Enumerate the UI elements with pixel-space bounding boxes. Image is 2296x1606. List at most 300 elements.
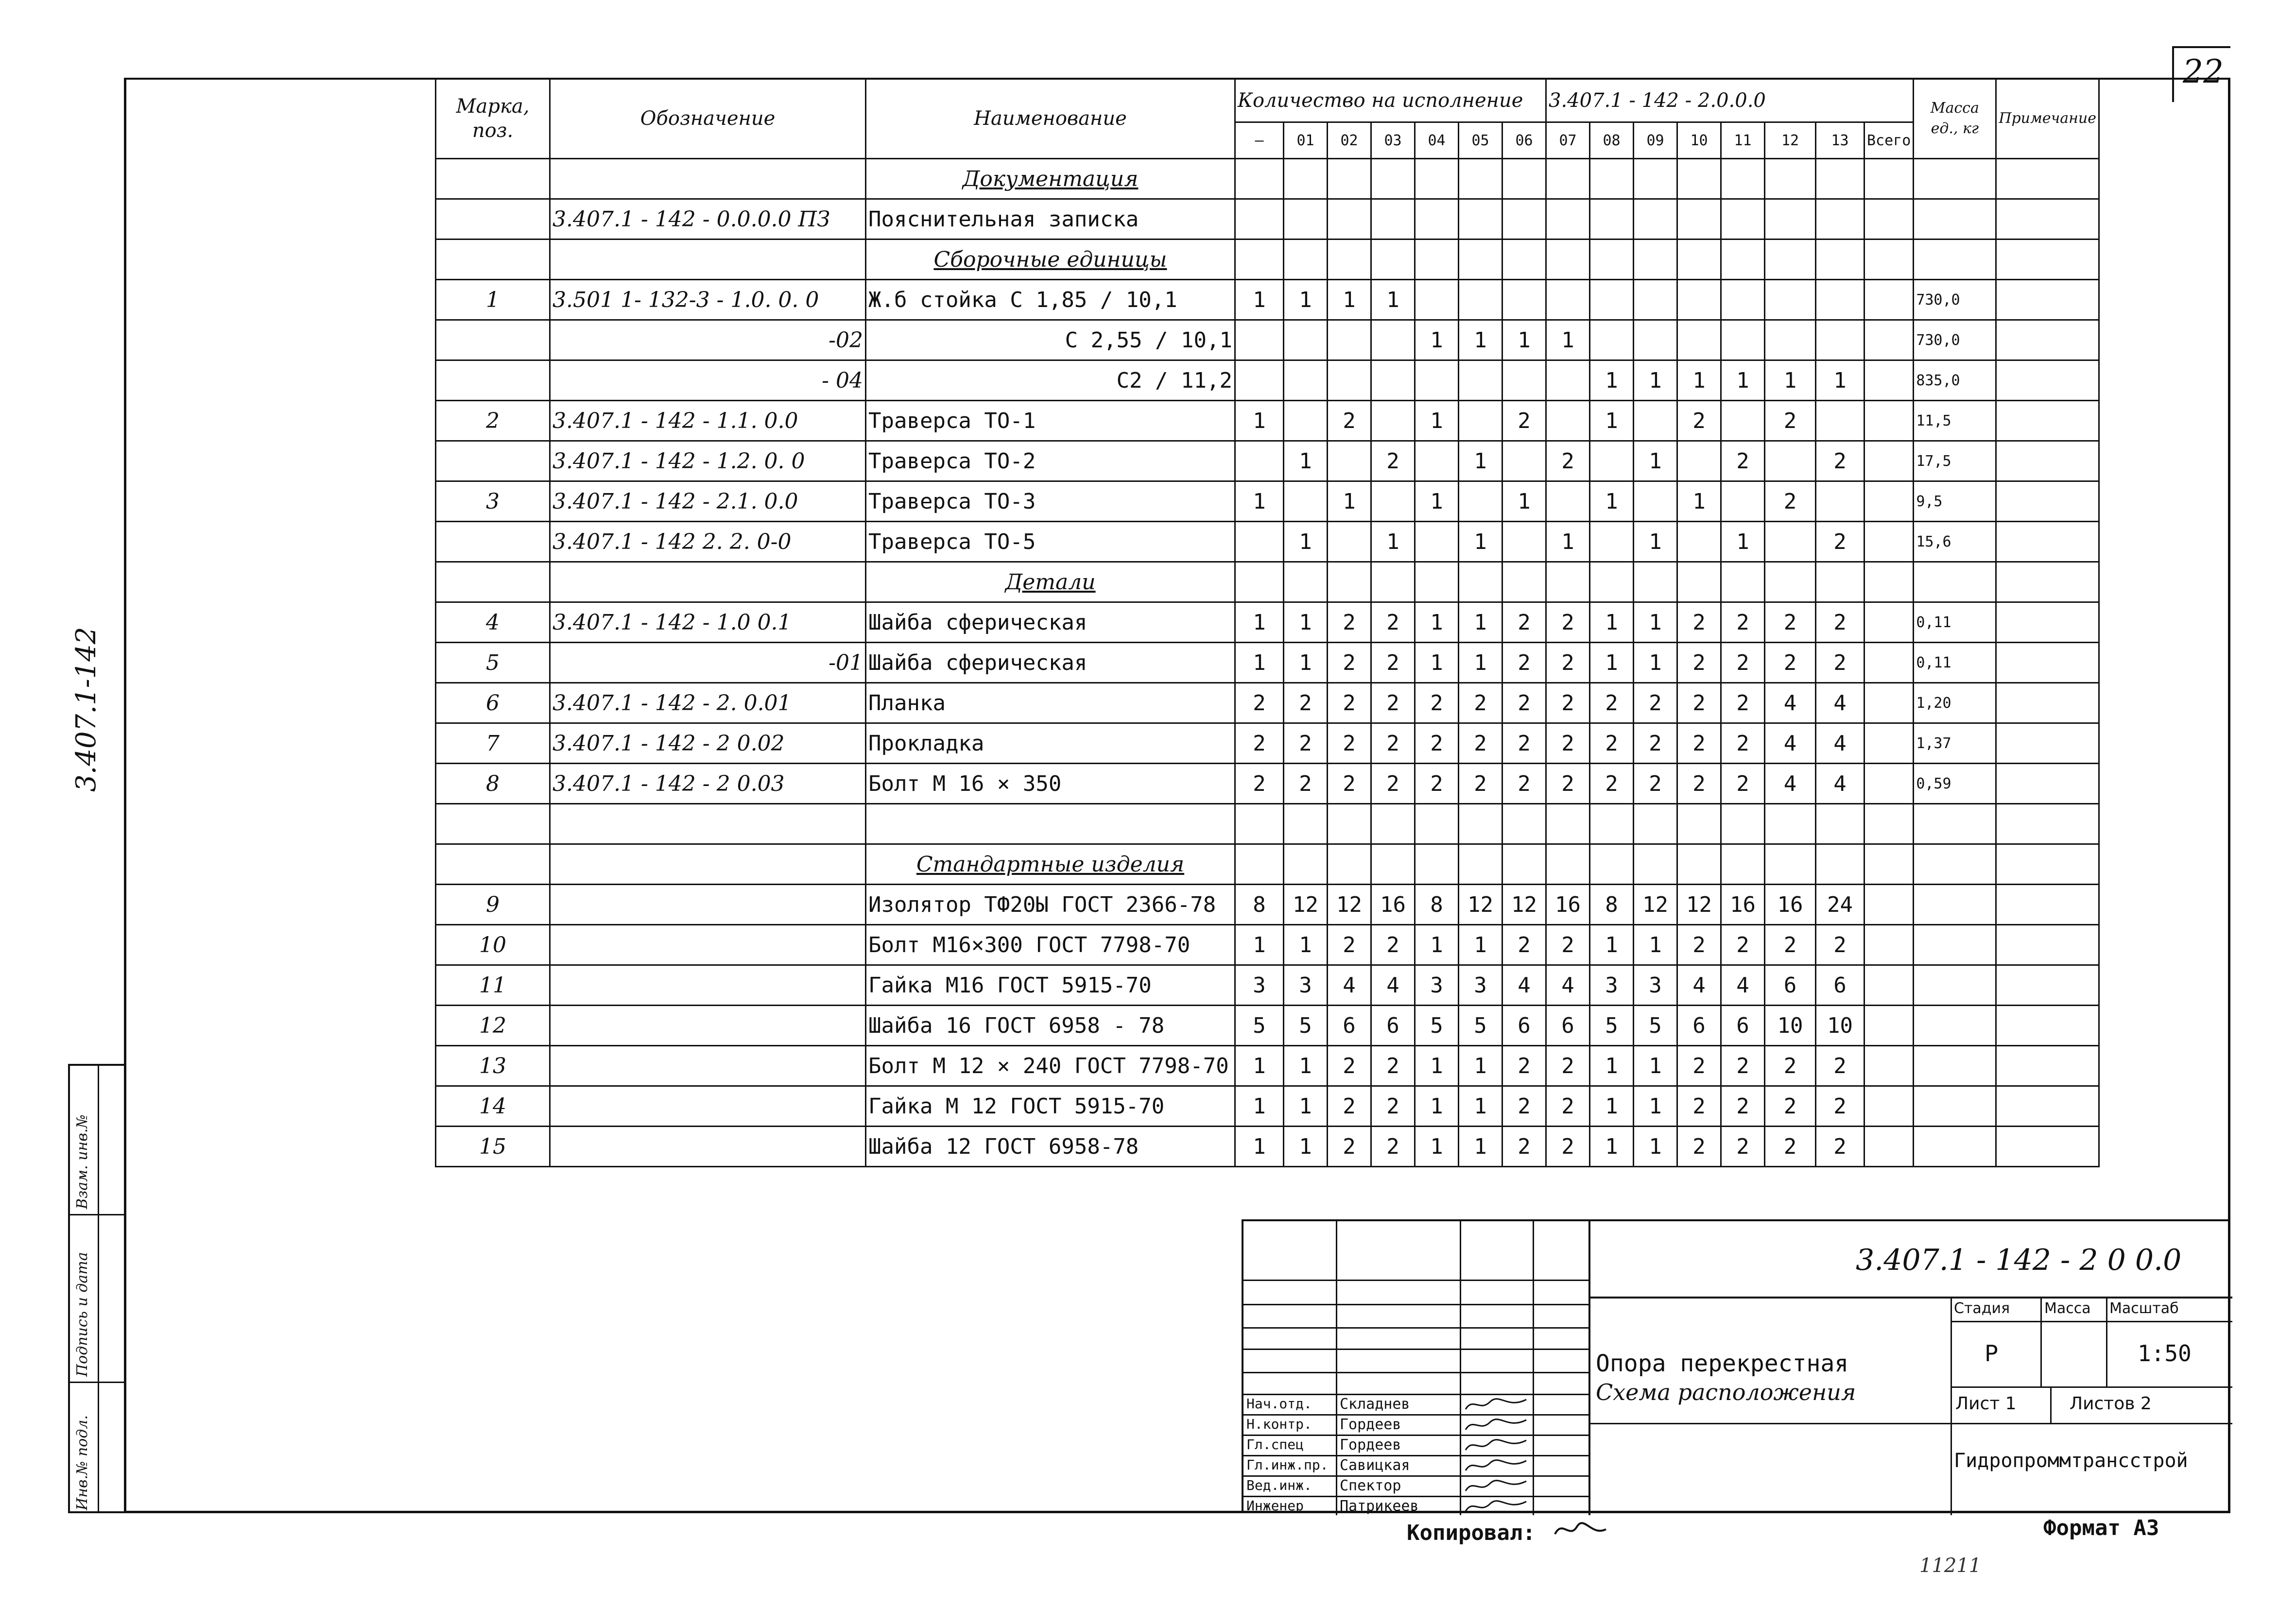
mass-cell [1914,1046,1996,1086]
qty-cell: 3 [1634,965,1677,1006]
qty-cell [1765,199,1816,239]
sheet-number-box [2172,46,2230,102]
qty-cell: 6 [1371,1006,1415,1046]
qty-cell: 1 [1371,280,1415,320]
qty-cell: 1 [1459,1046,1502,1086]
qty-cell: 8 [1415,885,1459,925]
qty-cell: 2 [1328,683,1371,723]
qty-cell: 1 [1765,360,1816,401]
table-row [436,239,2099,280]
empty-cell [1765,239,1816,280]
signer-name: Гордеев [1340,1416,1401,1433]
specification-table [435,78,2100,1167]
qty-cell [1677,199,1721,239]
header-variant: 13 [1816,122,1864,159]
qty-cell: 2 [1371,1086,1415,1127]
qty-cell: 1 [1634,602,1677,643]
qty-cell: 3 [1284,965,1328,1006]
qty-cell [1415,522,1459,562]
qty-cell: 2 [1371,925,1415,965]
qty-cell: 2 [1235,683,1284,723]
empty-cell [1371,159,1415,199]
qty-cell: 1 [1459,441,1502,481]
qty-cell [1816,280,1864,320]
qty-cell: 3 [1235,965,1284,1006]
table-row [436,1006,2099,1046]
qty-cell: 10 [1816,1006,1864,1046]
qty-cell: 2 [1765,925,1816,965]
signature-mark [1463,1497,1531,1516]
designation-cell [550,965,866,1006]
qty-cell: 1 [1459,320,1502,360]
qty-cell: 1 [1235,602,1284,643]
name-cell: Болт М 12 × 240 ГОСТ 7798-70 [866,1046,1235,1086]
table-row [436,562,2099,602]
total-cell [1864,723,1914,764]
qty-cell [1816,199,1864,239]
qty-cell [1371,481,1415,522]
qty-cell [1415,441,1459,481]
table-row [436,965,2099,1006]
qty-cell [1328,360,1371,401]
table-row [436,360,2099,401]
qty-cell: 1 [1415,320,1459,360]
header-variant: 01 [1284,122,1328,159]
qty-cell: 2 [1371,441,1415,481]
qty-cell [1765,441,1816,481]
empty-cell [1634,804,1677,844]
qty-cell: 5 [1590,1006,1634,1046]
empty-cell [1765,844,1816,885]
note-cell [1996,360,2099,401]
qty-cell: 4 [1816,683,1864,723]
qty-cell [1459,481,1502,522]
empty-cell [1459,159,1502,199]
qty-cell: 1 [1677,360,1721,401]
empty-cell [1677,844,1721,885]
bottom-number: 11211 [1919,1555,1982,1577]
qty-cell: 16 [1546,885,1590,925]
name-cell: Гайка М 12 ГОСТ 5915-70 [866,1086,1235,1127]
mark-cell [436,844,550,885]
qty-cell [1765,522,1816,562]
qty-cell [1590,320,1634,360]
note-cell [1996,764,2099,804]
qty-cell: 2 [1546,1086,1590,1127]
qty-cell [1721,401,1765,441]
qty-cell: 1 [1235,1046,1284,1086]
empty-cell [1415,804,1459,844]
mark-cell: 7 [436,723,550,764]
qty-cell: 5 [1459,1006,1502,1046]
empty-cell [1502,844,1546,885]
qty-cell: 1 [1371,522,1415,562]
qty-cell: 2 [1502,925,1546,965]
side-stamp-signature: Подпись и дата [74,1252,91,1377]
qty-cell: 2 [1677,1086,1721,1127]
designation-cell: - 04 [550,360,866,401]
qty-cell: 2 [1677,723,1721,764]
signer-name: Савицкая [1340,1457,1410,1474]
empty-cell [1914,844,1996,885]
qty-cell: 2 [1328,764,1371,804]
signature-mark [1463,1476,1531,1496]
qty-cell: 1 [1721,522,1765,562]
empty-cell [1371,239,1415,280]
sheet-number: 22 [2183,53,2224,90]
total-cell [1864,1086,1914,1127]
mass-cell [1914,1086,1996,1127]
note-cell [1996,602,2099,643]
copied-label: Копировал: [1407,1521,1536,1545]
qty-cell: 2 [1546,1046,1590,1086]
qty-cell: 2 [1235,723,1284,764]
qty-cell: 2 [1546,441,1590,481]
empty-cell [1328,239,1371,280]
qty-cell: 1 [1415,602,1459,643]
qty-cell [1284,360,1328,401]
note-cell [1996,522,2099,562]
qty-cell: 6 [1677,1006,1721,1046]
mark-cell [436,320,550,360]
qty-cell: 2 [1502,1046,1546,1086]
qty-cell [1371,360,1415,401]
qty-cell [1765,280,1816,320]
qty-cell: 2 [1677,602,1721,643]
note-cell [1996,885,2099,925]
qty-cell: 2 [1371,683,1415,723]
mark-cell [436,239,550,280]
table-row [436,280,2099,320]
qty-cell: 2 [1284,723,1328,764]
table-row [436,764,2099,804]
empty-cell [1371,562,1415,602]
qty-cell: 2 [1765,1086,1816,1127]
signer-role: Н.контр. [1246,1416,1312,1432]
qty-cell: 1 [1634,441,1677,481]
qty-cell: 1 [1415,401,1459,441]
header-variant: 12 [1765,122,1816,159]
qty-cell: 1 [1284,280,1328,320]
qty-cell: 2 [1371,1127,1415,1167]
empty-cell [1371,844,1415,885]
name-cell: Прокладка [866,723,1235,764]
total-cell [1864,481,1914,522]
qty-cell: 1 [1284,925,1328,965]
qty-cell [1459,280,1502,320]
qty-cell [1546,280,1590,320]
qty-cell: 24 [1816,885,1864,925]
name-cell: Болт М 16 × 350 [866,764,1235,804]
qty-cell: 5 [1284,1006,1328,1046]
qty-cell: 2 [1328,401,1371,441]
qty-cell [1502,441,1546,481]
qty-cell: 1 [1459,925,1502,965]
qty-cell: 1 [1328,481,1371,522]
qty-cell [1546,199,1590,239]
qty-cell: 2 [1371,602,1415,643]
signer-role: Инженер [1246,1498,1304,1514]
qty-cell: 1 [1459,1086,1502,1127]
qty-cell: 1 [1459,602,1502,643]
name-cell: С2 / 11,2 [866,360,1235,401]
name-cell: Изолятор ТФ20Ы ГОСТ 2366-78 [866,885,1235,925]
qty-cell: 2 [1459,764,1502,804]
qty-cell: 2 [1816,1086,1864,1127]
name-cell: Траверса ТО-1 [866,401,1235,441]
table-row [436,925,2099,965]
empty-cell [1415,562,1459,602]
qty-cell [1546,401,1590,441]
qty-cell: 1 [1721,360,1765,401]
empty-cell [1914,239,1996,280]
qty-cell: 2 [1765,643,1816,683]
qty-cell: 8 [1235,885,1284,925]
mass-cell: 17,5 [1914,441,1996,481]
qty-cell: 16 [1721,885,1765,925]
empty-cell [1235,844,1284,885]
qty-cell: 1 [1590,643,1634,683]
qty-cell [1816,481,1864,522]
qty-cell [1546,360,1590,401]
qty-cell: 8 [1590,885,1634,925]
qty-cell: 1 [1235,925,1284,965]
empty-cell [1816,844,1864,885]
qty-cell [1546,481,1590,522]
qty-cell: 2 [1816,1127,1864,1167]
designation-cell [550,844,866,885]
name-cell: Траверса ТО-2 [866,441,1235,481]
note-cell [1996,401,2099,441]
header-variant: 10 [1677,122,1721,159]
qty-cell: 2 [1459,723,1502,764]
mark-cell [436,562,550,602]
total-cell [1864,1127,1914,1167]
empty-cell [1459,562,1502,602]
total-cell [1864,1046,1914,1086]
qty-cell: 2 [1284,683,1328,723]
qty-cell: 1 [1546,320,1590,360]
qty-cell: 1 [1284,1127,1328,1167]
signature-mark [1463,1435,1531,1455]
qty-cell [1284,320,1328,360]
qty-cell [1459,199,1502,239]
qty-cell: 1 [1677,481,1721,522]
qty-cell: 2 [1502,723,1546,764]
table-row [436,441,2099,481]
mark-cell: 11 [436,965,550,1006]
sheet-label: Лист 1 [1955,1394,2017,1414]
qty-cell: 2 [1502,401,1546,441]
mass-cell [1914,1127,1996,1167]
qty-cell [1415,280,1459,320]
designation-cell: 3.407.1 - 142 - 2.1. 0.0 [550,481,866,522]
qty-cell: 2 [1502,764,1546,804]
designation-cell: 3.407.1 - 142 - 0.0.0.0 ПЗ [550,199,866,239]
header-name: Наименование [866,79,1235,159]
mass-cell [1914,1006,1996,1046]
qty-cell: 1 [1235,1127,1284,1167]
table-row [436,804,2099,844]
qty-cell: 4 [1765,683,1816,723]
qty-cell [1371,199,1415,239]
table-row [436,885,2099,925]
qty-cell: 1 [1546,522,1590,562]
qty-cell: 2 [1765,1127,1816,1167]
qty-cell: 1 [1284,1046,1328,1086]
empty-cell [1502,562,1546,602]
empty-cell [1502,239,1546,280]
header-designation: Обозначение [550,79,866,159]
qty-cell: 1 [1502,320,1546,360]
mark-cell: 3 [436,481,550,522]
header-mark: Марка, поз. [436,79,550,159]
note-cell [1996,1086,2099,1127]
table-row [436,401,2099,441]
mass-label: Масса [2044,1300,2091,1317]
qty-cell: 1 [1235,643,1284,683]
qty-cell: 2 [1765,1046,1816,1086]
note-cell [1996,1006,2099,1046]
qty-cell: 2 [1816,925,1864,965]
qty-cell: 2 [1371,643,1415,683]
title-block [1242,1219,2230,1513]
designation-cell [550,885,866,925]
name-cell: Шайба сферическая [866,643,1235,683]
signature-mark [1463,1415,1531,1435]
empty-cell [1996,562,2099,602]
note-cell [1996,1127,2099,1167]
table-row [436,199,2099,239]
total-cell [1864,320,1914,360]
qty-cell [1765,320,1816,360]
side-stamp [68,1064,124,1513]
signer-role: Гл.инж.пр. [1246,1457,1329,1473]
qty-cell: 2 [1328,602,1371,643]
qty-cell: 4 [1371,965,1415,1006]
table-row [436,481,2099,522]
qty-cell: 2 [1415,764,1459,804]
qty-cell: 1 [1590,1086,1634,1127]
total-cell [1864,925,1914,965]
qty-cell [1634,280,1677,320]
empty-cell [1634,844,1677,885]
empty-cell [1677,562,1721,602]
qty-cell: 1 [1284,522,1328,562]
total-cell [1864,522,1914,562]
qty-cell: 1 [1634,643,1677,683]
name-cell: Шайба сферическая [866,602,1235,643]
mass-cell [1914,885,1996,925]
qty-cell: 5 [1235,1006,1284,1046]
empty-cell [1590,844,1634,885]
qty-cell: 2 [1677,401,1721,441]
empty-cell [1721,844,1765,885]
signer-name: Спектор [1340,1477,1401,1494]
empty-cell [1864,844,1914,885]
empty-cell [1765,804,1816,844]
mass-cell: 0,11 [1914,602,1996,643]
empty-cell [1415,239,1459,280]
designation-cell: -01 [550,643,866,683]
vertical-doc-code: 3.407.1-142 [70,627,102,792]
qty-cell: 1 [1459,643,1502,683]
qty-cell: 1 [1502,481,1546,522]
mark-cell: 9 [436,885,550,925]
qty-cell [1502,522,1546,562]
qty-cell: 2 [1634,723,1677,764]
qty-cell [1415,360,1459,401]
qty-cell: 3 [1590,965,1634,1006]
designation-cell: 3.407.1 - 142 - 2 0.02 [550,723,866,764]
designation-cell: 3.407.1 - 142 - 2. 0.01 [550,683,866,723]
table-body [436,159,2099,1167]
qty-cell: 1 [1816,360,1864,401]
header-mass: Масса ед., кг [1914,79,1996,159]
table-row [436,723,2099,764]
section-title: Стандартные изделия [866,844,1235,885]
note-cell [1996,199,2099,239]
qty-cell: 2 [1721,764,1765,804]
mark-cell: 14 [436,1086,550,1127]
empty-cell [1765,562,1816,602]
total-cell [1864,965,1914,1006]
designation-cell: 3.407.1 - 142 - 1.2. 0. 0 [550,441,866,481]
name-cell: Траверса ТО-5 [866,522,1235,562]
qty-cell: 2 [1371,1046,1415,1086]
name-cell: Шайба 12 ГОСТ 6958-78 [866,1127,1235,1167]
empty-cell [1914,159,1996,199]
qty-cell [1634,481,1677,522]
empty-cell [1502,159,1546,199]
note-cell [1996,320,2099,360]
qty-cell [1371,401,1415,441]
qty-cell: 2 [1721,441,1765,481]
header-variant: 07 [1546,122,1590,159]
header-variant: 05 [1459,122,1502,159]
table-row [436,1046,2099,1086]
empty-cell [1284,159,1328,199]
qty-cell [1634,199,1677,239]
empty-cell [1996,159,2099,199]
format-label: Формат А3 [2043,1516,2159,1540]
qty-cell: 2 [1546,643,1590,683]
empty-cell [1284,562,1328,602]
qty-cell [1328,441,1371,481]
empty-cell [1816,159,1864,199]
qty-cell [1677,280,1721,320]
qty-cell [1284,401,1328,441]
qty-cell: 1 [1634,925,1677,965]
empty-cell [1996,844,2099,885]
qty-cell: 2 [1546,602,1590,643]
qty-cell: 1 [1284,643,1328,683]
qty-cell: 2 [1502,643,1546,683]
empty-cell [1677,239,1721,280]
qty-cell: 1 [1415,481,1459,522]
name-cell: Гайка М16 ГОСТ 5915-70 [866,965,1235,1006]
table-row [436,844,2099,885]
mark-cell: 10 [436,925,550,965]
qty-cell: 2 [1415,683,1459,723]
qty-cell: 6 [1816,965,1864,1006]
table-row [436,602,2099,643]
empty-cell [1677,804,1721,844]
table-row [436,1127,2099,1167]
qty-cell [1634,401,1677,441]
section-title: Документация [866,159,1235,199]
designation-cell: 3.407.1 - 142 - 1.0 0.1 [550,602,866,643]
